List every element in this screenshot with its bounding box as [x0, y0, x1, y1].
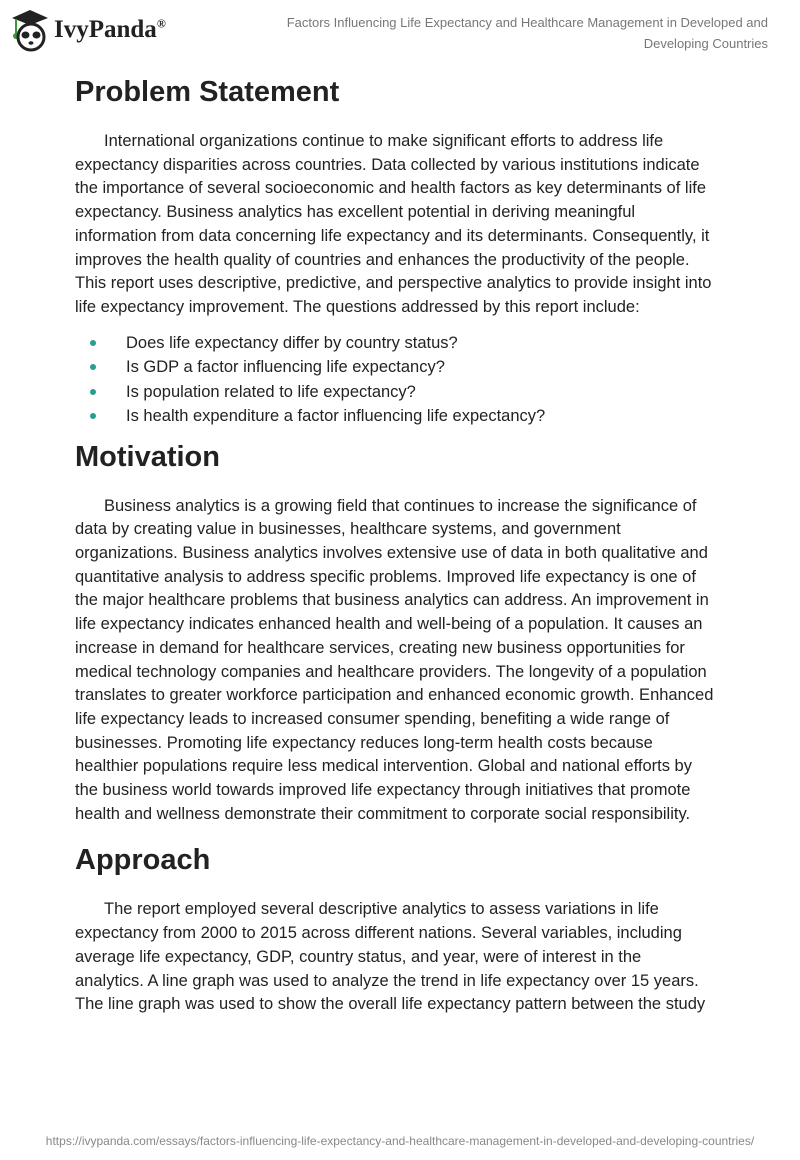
paragraph-line: expectancy disparities across countries. Data collected by various institutions indicate [75, 155, 700, 174]
source-url[interactable]: https://ivypanda.com/essays/factors-influencing-life-expectancy-and-healthcare-management-in-developed-and-developing-countries/ [45, 1134, 755, 1148]
list-item [75, 331, 735, 356]
paragraph-line: health and wellness demonstrate their commitment to corporate social responsibility. [75, 804, 691, 823]
list-item [75, 355, 735, 380]
bullet-icon [90, 413, 96, 419]
paragraph [75, 898, 735, 1017]
paragraph-line: life expectancy leads to increased consumer spending, benefiting a wide range of [75, 709, 670, 728]
bullet-icon [90, 364, 96, 370]
section-heading: Motivation [75, 440, 220, 473]
paragraph-line: quantitative analysis to address specific problems. Improved life expectancy is one of [75, 567, 696, 586]
list-item-text: Does life expectancy differ by country status? [126, 333, 458, 352]
paragraph-line: life expectancy indicates enhanced health and well-being of a population. It causes an [75, 615, 703, 634]
essay-content [75, 72, 735, 1031]
paragraph-line: organizations. Business analytics involves extensive use of data in both qualitative and [75, 544, 708, 563]
paragraph-line: This report uses descriptive, predictive, and perspective analytics to provide insight into [75, 274, 712, 293]
paragraph-line: the business world towards improved life expectancy through initiatives that promote [75, 781, 691, 800]
list-item [75, 380, 735, 405]
paragraph-line: average life expectancy, GDP, country status, and year, were of interest in the [75, 947, 642, 966]
ivypanda-logo[interactable] [10, 8, 166, 52]
list-item-text: Is GDP a factor influencing life expectancy? [126, 358, 445, 377]
paragraph-line: expectancy. Business analytics has excellent potential in deriving meaningful [75, 203, 636, 222]
paragraph-line: medical technology companies and healthcare providers. The longevity of a population [75, 662, 707, 681]
paragraph-line: International organizations continue to make significant efforts to address life [104, 132, 664, 150]
paragraph-line: the major healthcare problems that business analytics can address. An improvement in [75, 591, 709, 610]
bullet-icon [90, 340, 96, 346]
paragraph-line: healthier populations require less medical intervention. Global and national efforts by [75, 757, 692, 776]
paragraph-line: The line graph was used to show the overall life expectancy pattern between the study [75, 995, 706, 1014]
document-title: Factors Influencing Life Expectancy and Healthcare Management in Developed and Developing Countries [286, 15, 768, 51]
panda-graduate-icon [10, 8, 50, 52]
paragraph-line: life expectancy improvement. The questions addressed by this report include: [75, 297, 640, 316]
paragraph-line: expectancy from 2000 to 2015 across different nations. Several variables, including [75, 924, 682, 943]
paragraph-line: information from data concerning life expectancy and its determinants. Consequently, it [75, 226, 710, 245]
paragraph-line: improves the health quality of countries and enhances the productivity of the people. [75, 250, 690, 269]
paragraph-line: the importance of several socioeconomic and health factors as key determinants of life [75, 179, 706, 198]
paragraph [75, 495, 735, 827]
paragraph-line: increase in demand for healthcare services, creating new business opportunities for [75, 638, 685, 657]
paragraph [75, 130, 735, 320]
paragraph-line: translates to greater workforce participation and enhanced economic growth. Enhanced [75, 686, 714, 705]
section-heading: Problem Statement [75, 76, 340, 108]
brand-name: IvyPanda® [54, 16, 166, 43]
list-item-text: Is population related to life expectancy? [126, 382, 416, 401]
paragraph-line: data by creating value in businesses, healthcare systems, and government [75, 520, 621, 539]
list-item [75, 404, 735, 429]
bullet-icon [90, 389, 96, 395]
list-item-text: Is health expenditure a factor influencing life expectancy? [126, 407, 546, 426]
paragraph-line: The report employed several descriptive analytics to assess variations in life [104, 900, 659, 919]
paragraph-line: analytics. A line graph was used to analyze the trend in life expectancy over 15 years. [75, 971, 699, 990]
paragraph-line: businesses. Promoting life expectancy reduces long-term health costs because [75, 733, 653, 752]
paragraph-line: Business analytics is a growing field that continues to increase the significance of [104, 496, 697, 515]
question-list [75, 331, 735, 429]
section-heading: Approach [75, 844, 211, 877]
